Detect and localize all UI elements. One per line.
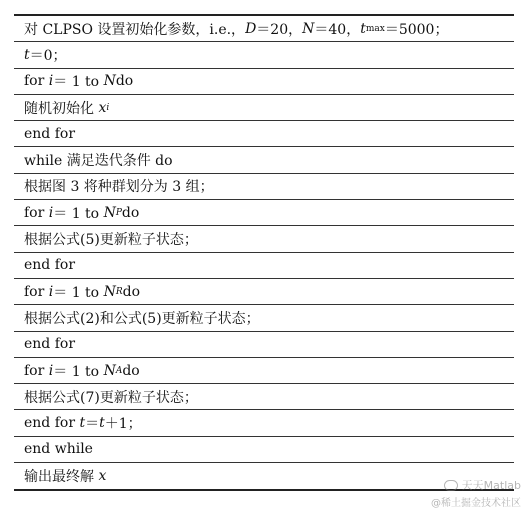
algorithm-line-5 (14, 121, 514, 147)
algorithm-line-17 (14, 437, 514, 463)
line-text: 根据公式(7)更新粒子状态； (24, 389, 198, 406)
math-subscript: P (115, 207, 122, 218)
algorithm-line-14 (14, 358, 514, 384)
algorithm-line-4 (14, 95, 514, 121)
line-text: ＝ (85, 416, 100, 433)
line-text: ＝40， (314, 21, 361, 38)
line-text: 输出最终解 (24, 469, 94, 486)
line-text: 随机初始化 (24, 100, 94, 117)
watermark-brand: 天天Matlab (461, 479, 521, 492)
algorithm-line-15 (14, 384, 514, 410)
line-text: ＝ 1 to (53, 363, 100, 380)
algorithm-line-11 (14, 279, 514, 305)
math-symbol: t (99, 415, 105, 432)
math-symbol: D (245, 20, 257, 37)
line-text: ＝ 1 to (53, 74, 100, 91)
line-text: 对 CLPSO 设置初始化参数，i.e.， (24, 21, 246, 38)
algorithm-line-6 (14, 147, 514, 173)
line-text: ＝0； (29, 47, 67, 64)
math-symbol: i (48, 204, 54, 221)
math-symbol: N (103, 73, 116, 90)
math-symbol: x (98, 99, 107, 116)
math-symbol: i (48, 362, 54, 379)
algorithm-line-7 (14, 174, 514, 200)
line-text: while 满足迭代条件 do (24, 153, 173, 170)
math-symbol: x (98, 468, 107, 485)
wechat-icon (444, 480, 458, 491)
line-text: 根据公式(5)更新粒子状态； (24, 232, 198, 249)
math-symbol: N (103, 362, 116, 379)
line-text: 根据图 3 将种群划分为 3 组； (24, 179, 214, 196)
math-symbol: N (103, 204, 116, 221)
keyword: do (115, 73, 134, 90)
algorithm-line-8 (14, 200, 514, 226)
algorithm-line-16 (14, 410, 514, 436)
line-text: end for (24, 257, 76, 274)
math-symbol: t (79, 415, 86, 432)
math-subscript: i (106, 102, 110, 113)
algorithm-table (14, 14, 514, 491)
algorithm-line-12 (14, 305, 514, 331)
watermark-top (431, 477, 521, 493)
math-subscript: max (365, 23, 385, 34)
keyword: for (24, 204, 45, 221)
keyword: do (122, 283, 140, 300)
algorithm-line-2 (14, 42, 514, 68)
watermark-credit: @稀土掘金技术社区 (431, 498, 521, 509)
math-symbol: N (103, 283, 116, 300)
line-text: end for (24, 125, 76, 142)
line-text: end for (24, 336, 76, 353)
math-symbol: i (48, 73, 54, 90)
line-text: ＝5000； (384, 21, 449, 38)
keyword: for (24, 362, 45, 379)
algorithm-line-9 (14, 226, 514, 252)
keyword: do (121, 204, 140, 221)
keyword: for (24, 283, 45, 300)
line-text: ＝ 1 to (53, 205, 100, 222)
line-text: end while (24, 441, 93, 458)
math-symbol: N (302, 20, 315, 37)
math-symbol: t (360, 20, 366, 37)
line-text: 根据公式(2)和公式(5)更新粒子状态； (24, 310, 260, 327)
math-subscript: R (115, 286, 123, 297)
line-text: ＝ 1 to (53, 284, 100, 301)
algorithm-line-3 (14, 69, 514, 95)
math-subscript: A (115, 365, 123, 376)
line-text: ＝20， (256, 21, 303, 38)
keyword: for (24, 73, 45, 90)
algorithm-line-10 (14, 253, 514, 279)
algorithm-line-13 (14, 332, 514, 358)
algorithm-line-1 (14, 16, 514, 42)
line-text: ＋1； (104, 416, 142, 433)
keyword: end for (24, 415, 76, 432)
watermark (431, 477, 521, 509)
math-symbol: i (48, 283, 54, 300)
math-symbol: t (24, 46, 30, 63)
keyword: do (122, 362, 140, 379)
